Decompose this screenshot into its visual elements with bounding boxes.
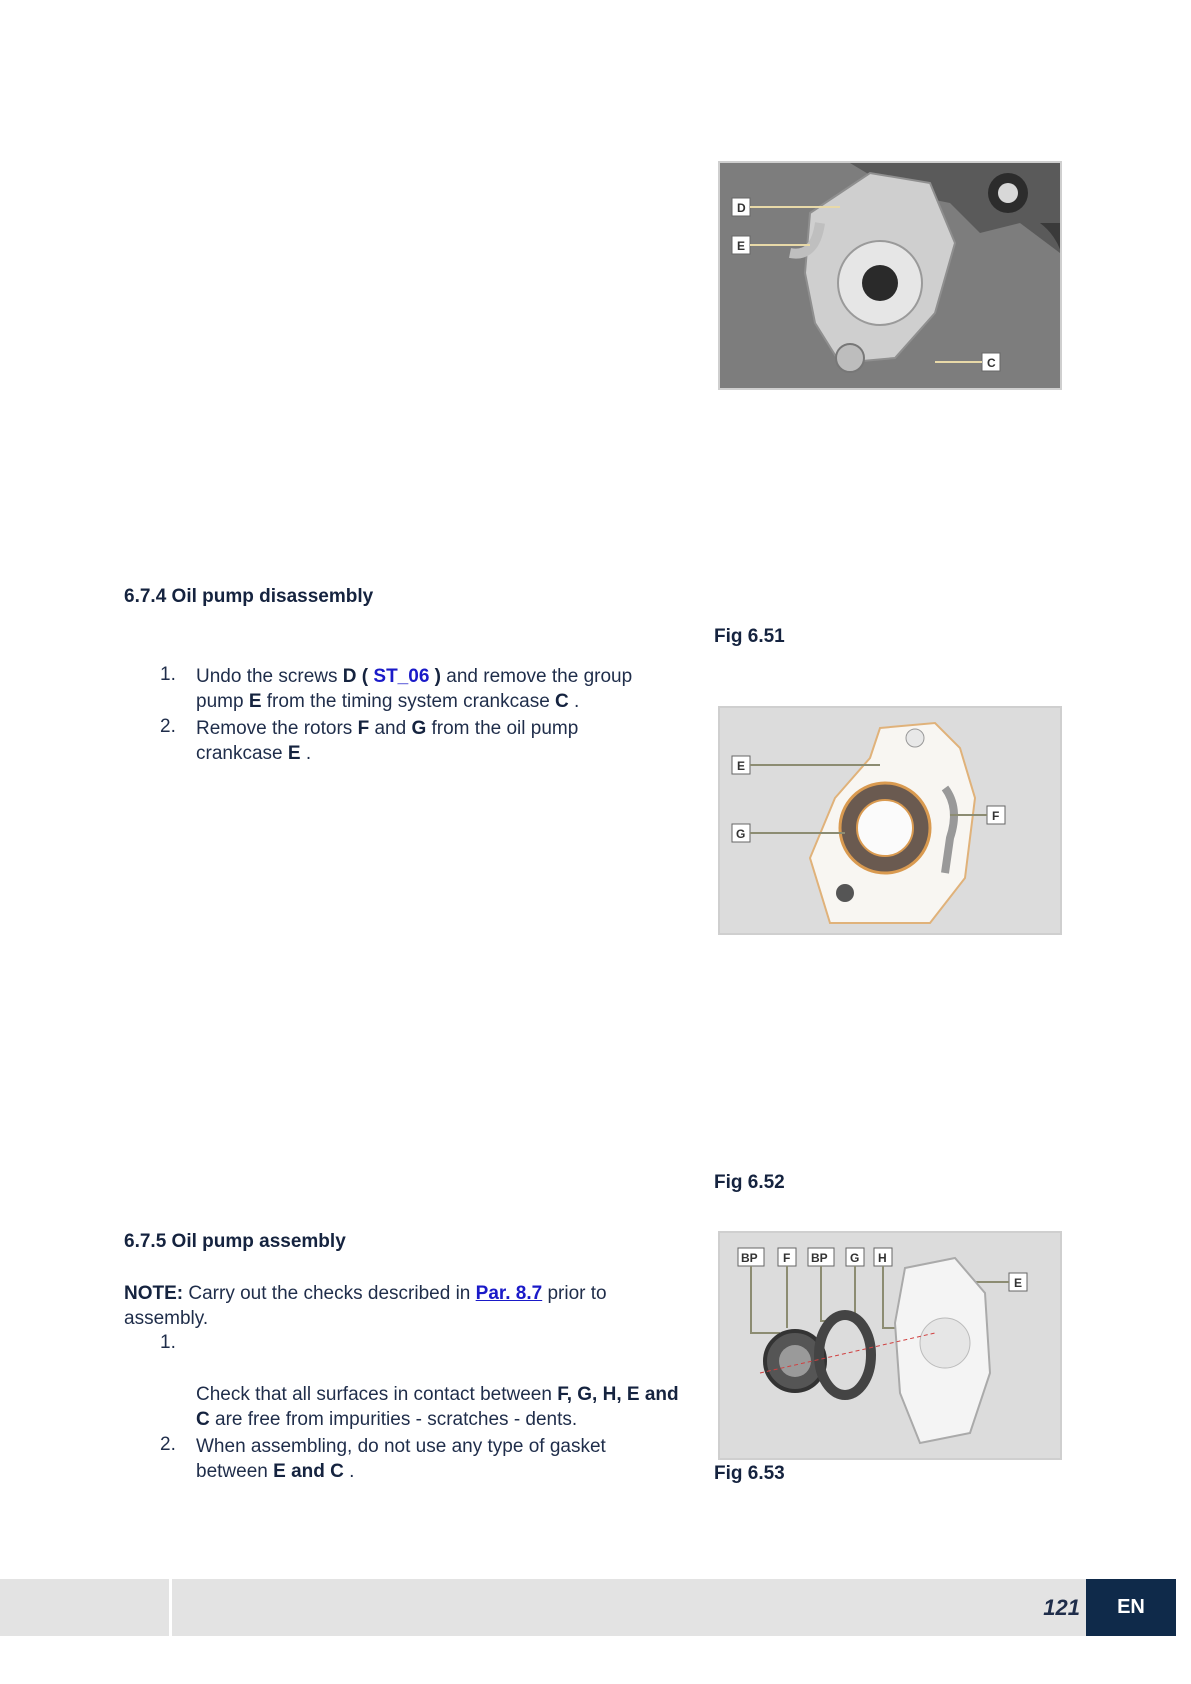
part-ref: E <box>248 691 262 712</box>
figure-6-53-drawing <box>720 1233 1060 1458</box>
note-label: NOTE: <box>124 1283 184 1304</box>
figure-6-52-drawing <box>720 708 1060 933</box>
step-text <box>196 1434 681 1484</box>
part-ref: D ( <box>342 666 374 687</box>
step-text-part: Check that all surfaces in contact between <box>196 1384 558 1405</box>
label-f: F <box>783 1251 791 1265</box>
fig-caption-6-52: Fig 6.52 <box>714 1172 785 1193</box>
label-f: F <box>992 809 1000 823</box>
step-text-part: and <box>369 718 412 739</box>
note <box>124 1281 684 1331</box>
step-text-part: When assembling, do not use any type of gasket between <box>196 1436 606 1482</box>
note-text: Carry out the checks described in <box>183 1283 476 1304</box>
label-g: G <box>850 1251 860 1265</box>
par-8-7-link[interactable]: Par. 8.7 <box>475 1283 543 1304</box>
footer-left-band <box>0 1579 169 1636</box>
step-text-part: . <box>568 691 580 712</box>
figure-6-51-drawing <box>720 163 1060 388</box>
step-number: 2. <box>160 716 176 737</box>
label-bp: BP <box>811 1251 828 1265</box>
part-ref: G <box>411 718 427 739</box>
label-e: E <box>737 759 746 773</box>
part-ref: F <box>357 718 370 739</box>
language-badge: EN <box>1086 1579 1176 1636</box>
figure-6-53 <box>718 1231 1062 1460</box>
label-d: D <box>737 201 746 215</box>
step-text-part: . <box>300 743 312 764</box>
step-text-part: from the oil pump crankcase <box>196 718 579 764</box>
label-c: C <box>987 356 996 370</box>
page-number: 121 <box>1043 1594 1080 1620</box>
step-text-part: Undo the screws <box>196 666 343 687</box>
step-text-part: from the timing system crankcase <box>261 691 556 712</box>
footer-band <box>172 1579 1086 1636</box>
step-number: 1. <box>160 1332 176 1353</box>
part-ref: F, G, H, E and C <box>196 1384 679 1430</box>
figure-6-52 <box>718 706 1062 935</box>
step-text <box>196 664 666 714</box>
step-text <box>196 716 666 766</box>
section-title-disassembly: 6.7.4 Oil pump disassembly <box>124 586 374 607</box>
step-text <box>196 1382 681 1432</box>
label-h: H <box>878 1251 887 1265</box>
label-g: G <box>736 827 746 841</box>
label-e: E <box>737 239 746 253</box>
step-text-part: . <box>343 1461 355 1482</box>
fig-caption-6-51: Fig 6.51 <box>714 626 785 647</box>
label-e: E <box>1014 1276 1023 1290</box>
step-number: 2. <box>160 1434 176 1455</box>
part-ref: C <box>555 691 569 712</box>
figure-6-51 <box>718 161 1062 390</box>
part-ref: ) <box>429 666 441 687</box>
note-text: prior to assembly. <box>124 1283 607 1329</box>
tool-ref-link[interactable]: ST_06 <box>373 666 430 687</box>
step-number: 1. <box>160 664 176 685</box>
part-ref: E and C <box>273 1461 344 1482</box>
label-bp: BP <box>741 1251 758 1265</box>
fig-caption-6-53: Fig 6.53 <box>714 1463 785 1484</box>
part-ref: E <box>287 743 301 764</box>
step-text-part: and remove the group pump <box>196 666 633 712</box>
step-text-part: Remove the rotors <box>196 718 358 739</box>
step-text-part: are free from impurities - scratches - dents. <box>209 1409 578 1430</box>
section-title-assembly: 6.7.5 Oil pump assembly <box>124 1231 346 1252</box>
